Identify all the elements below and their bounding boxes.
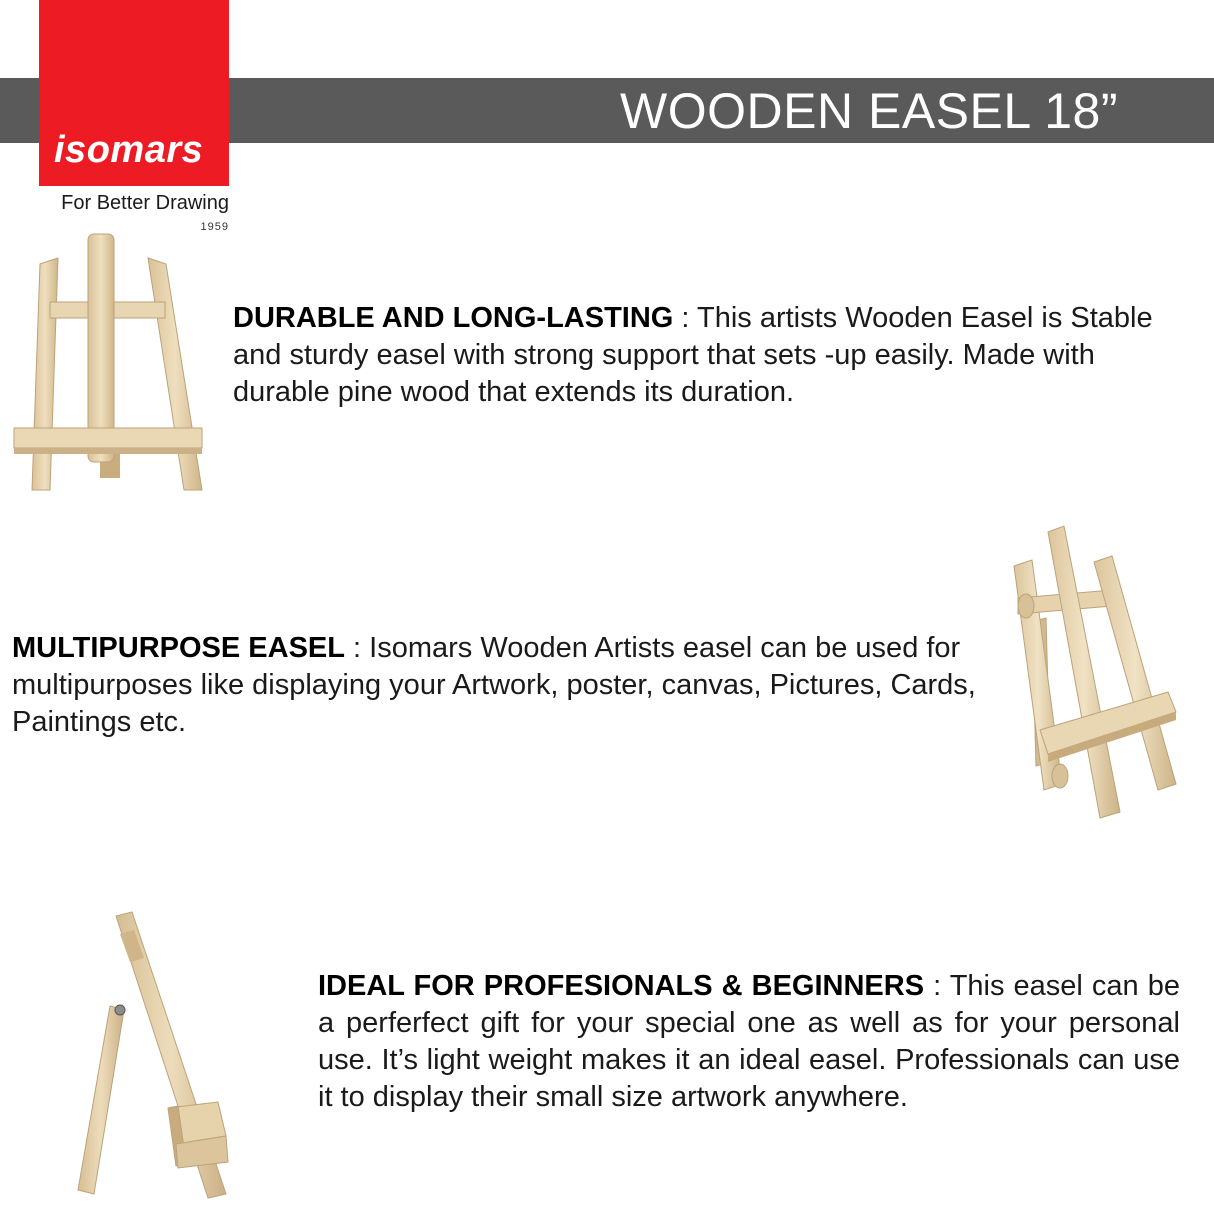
easel-front-view-image [10,228,205,496]
feature-multipurpose [12,630,1042,741]
feature-durable-separator: : [673,302,697,334]
feature-ideal-separator: : [924,970,950,1002]
feature-durable-text: This artists Wooden Easel is Stable and sturdy easel with strong support that sets -up easily. Made with durable pine wood that extends its duration. [233,302,1153,408]
feature-multipurpose-separator: : [345,632,370,664]
page-title: WOODEN EASEL 18” [620,83,1118,139]
brand-tagline: For Better Drawing [61,192,229,214]
brand-year: 1959 [200,221,229,233]
feature-durable [233,300,1193,411]
feature-ideal-heading: IDEAL FOR PROFESIONALS & BEGINNERS [318,970,925,1002]
feature-durable-heading: DURABLE AND LONG-LASTING [233,302,674,334]
feature-multipurpose-heading: MULTIPURPOSE EASEL [12,632,345,664]
easel-side-view-image [50,910,250,1202]
feature-ideal-text: This easel can be a perferfect gift for your special one as well as for your personal use. It’s light weight makes it an ideal easel. Professionals can use it to display their small size artwork anywhere. [318,970,1180,1113]
feature-ideal-for-all [318,968,1180,1116]
brand-logo-wordmark: isomars [54,129,204,171]
feature-multipurpose-text: Isomars Wooden Artists easel can be used for multipurposes like displaying your Artwork, poster, canvas, Pictures, Cards, Paintings etc. [12,632,976,738]
